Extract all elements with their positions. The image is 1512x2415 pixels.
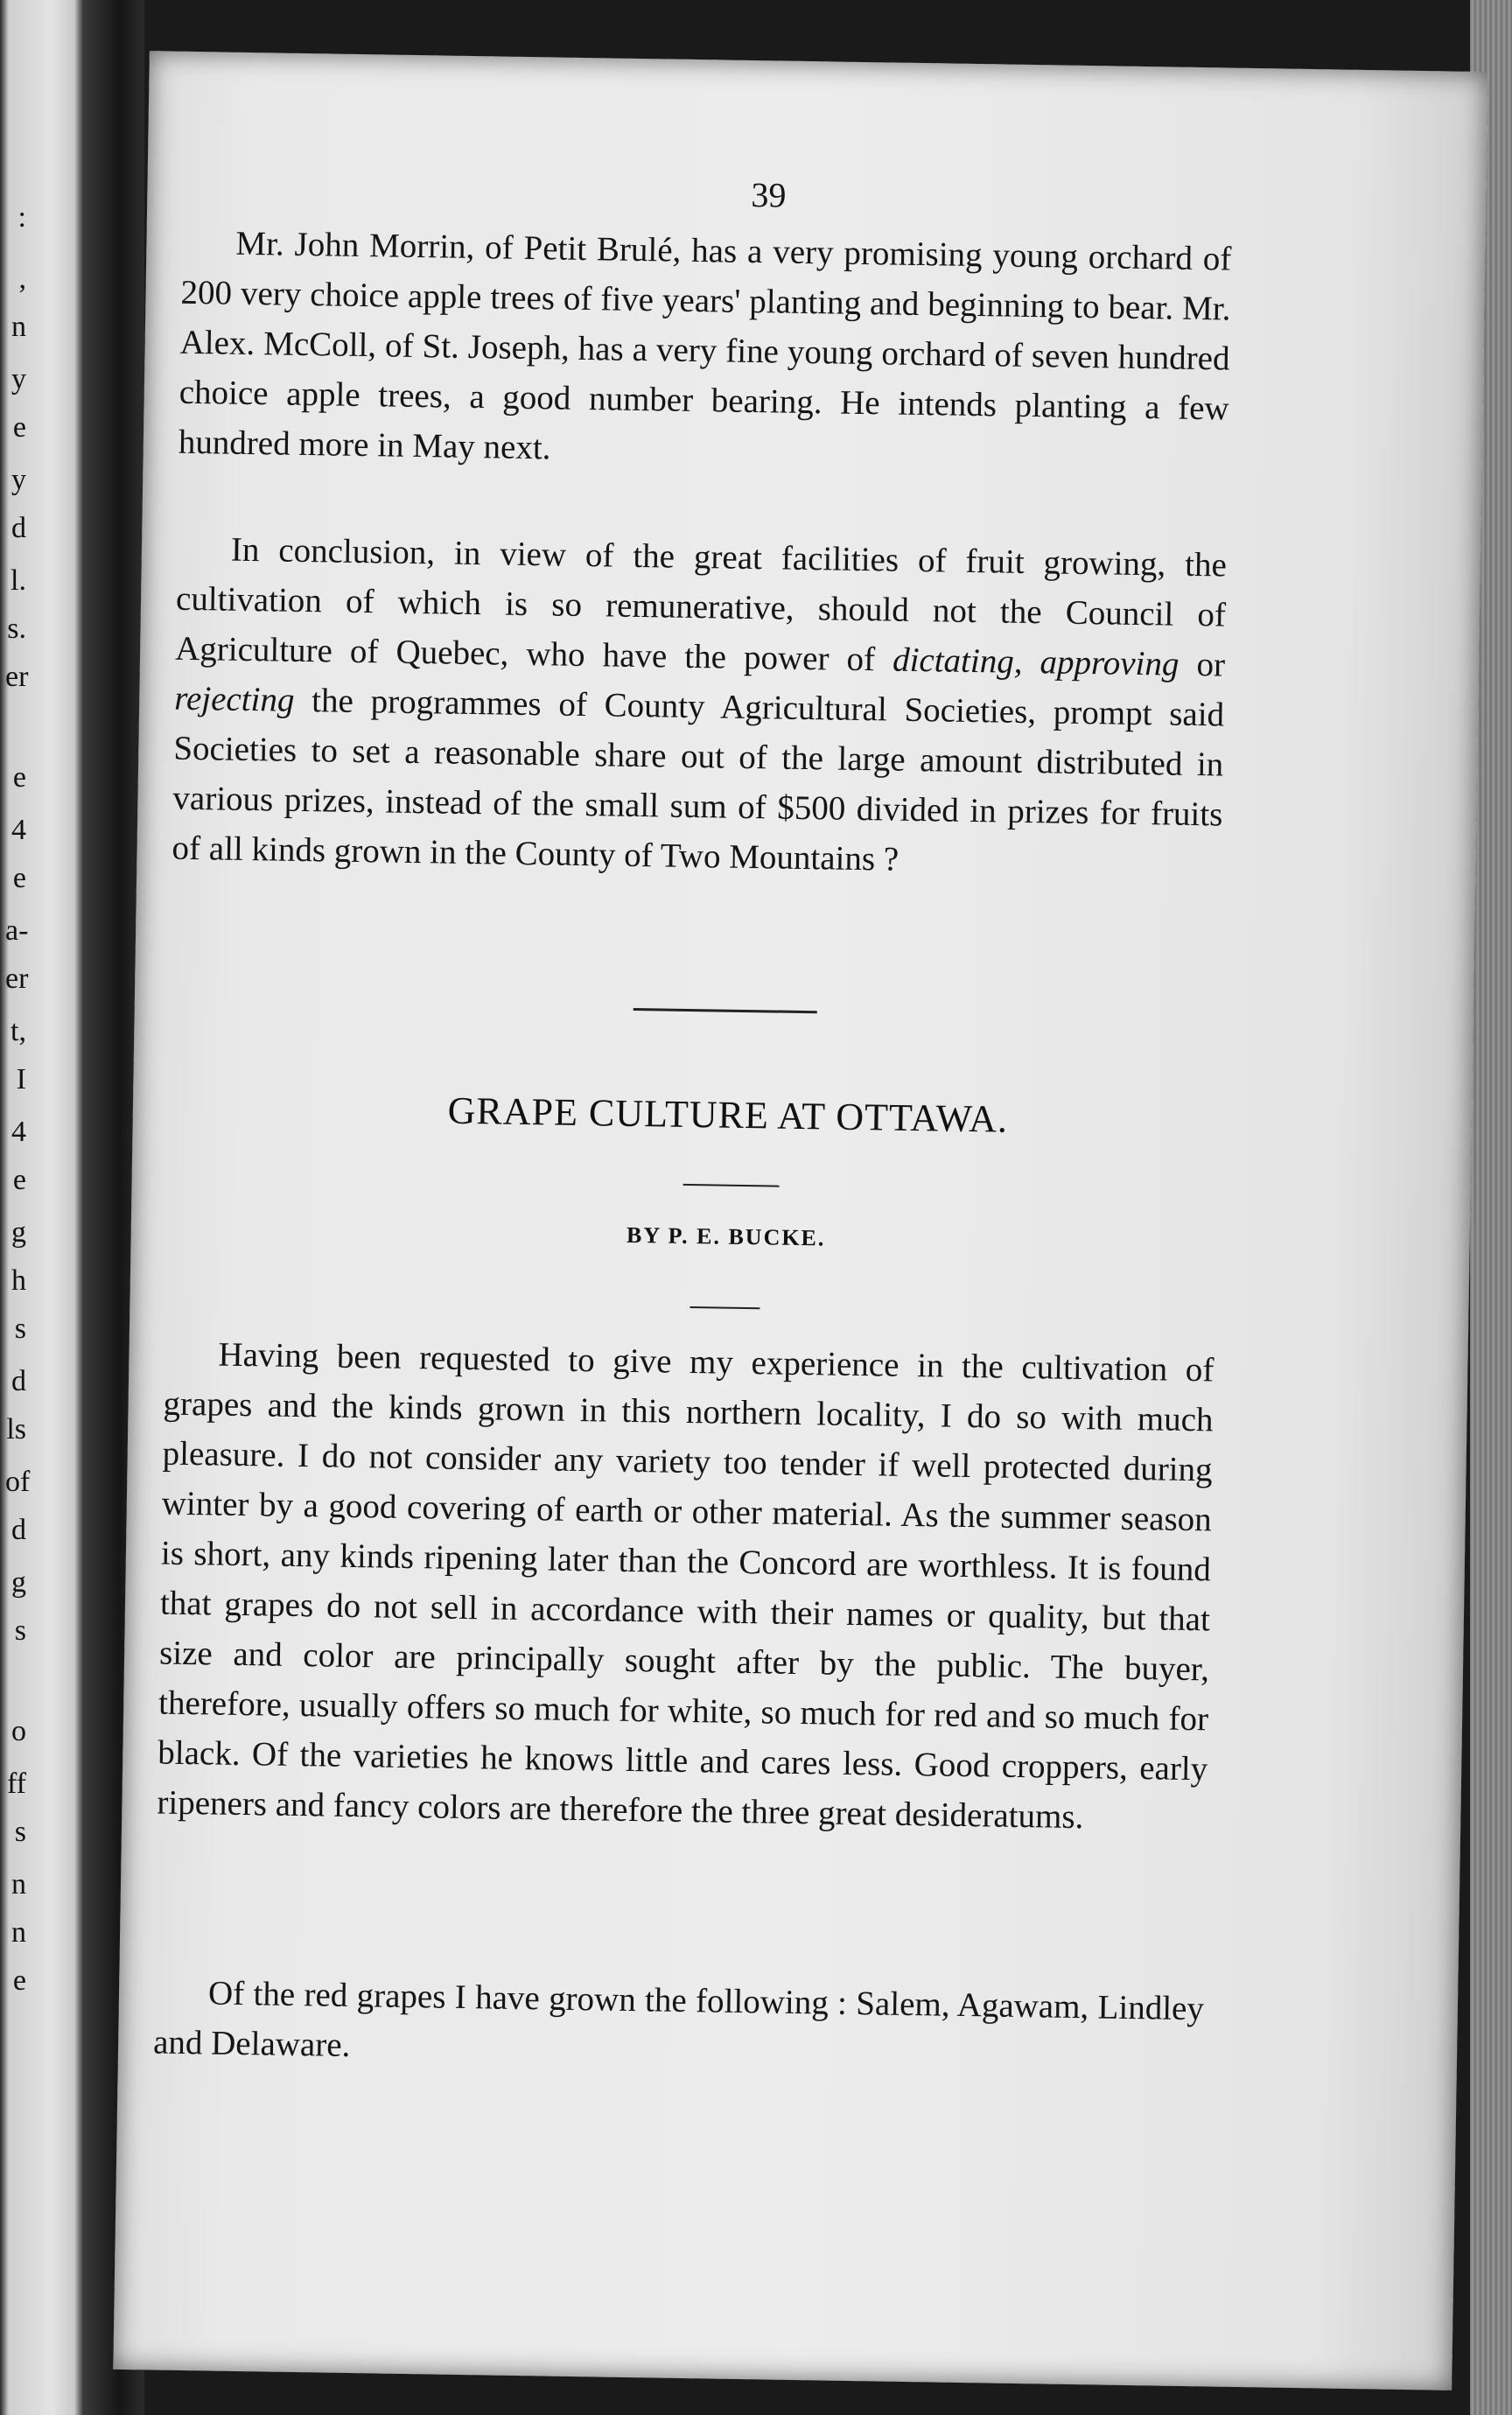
italic-dictating: dictating,: [892, 640, 1023, 681]
facing-page-text-fragment: d: [11, 1514, 26, 1546]
facing-page-text-fragment: y: [11, 363, 26, 396]
section-divider: [634, 1008, 817, 1013]
paragraph-text: Of the red grapes I have grown the following : Salem, Agawam, Lindley and Delaware.: [152, 1974, 1205, 2065]
facing-page-text-fragment: ff: [6, 1768, 26, 1800]
page-number: 39: [751, 174, 787, 215]
book-page: [113, 51, 1488, 2390]
facing-page-text-fragment: n: [11, 1916, 26, 1949]
paragraph-text: Having been requested to give my experience in the cultivation of grapes and the kinds grown in this northern locality, I do so with much pleasure. I do not consider any variety too tender if well protected during winter by a good covering of earth or other material. As the summer season is short, any kinds ripening later than the Concord are worthless. It is found that grapes do not sell in accordance with their names or quality, but that size and color are principally sought after by the public. The buyer, therefore, usually offers so much for white, so much for red and so much for black. Of the varieties he knows little and cares less. Good croppers, early ripeners and fancy colors are therefore the three great desideratums.: [157, 1335, 1214, 1837]
facing-page-text-fragment: g: [11, 1216, 26, 1249]
facing-page-text-fragment: n: [11, 311, 26, 343]
paragraph-conclusion: [172, 524, 1227, 890]
facing-page-text-fragment: ls: [6, 1413, 26, 1446]
italic-rejecting: rejecting: [173, 679, 295, 719]
paragraph-orchards: [178, 218, 1231, 484]
facing-page-text-fragment: l.: [10, 564, 26, 597]
facing-page-text-fragment: er: [5, 962, 29, 995]
facing-page-text-fragment: s.: [7, 612, 26, 645]
facing-page-text-fragment: 4: [11, 814, 26, 846]
facing-page-text-fragment: e: [12, 1964, 26, 1997]
facing-page-text-fragment: :: [18, 201, 26, 234]
facing-page-text-fragment: er: [5, 661, 29, 693]
facing-page-text-fragment: d: [11, 512, 26, 544]
facing-page-strip: [0, 0, 83, 2415]
paragraph-text: [172, 524, 1227, 890]
facing-page-text-fragment: ,: [18, 262, 26, 295]
paragraph-text: Mr. John Morrin, of Petit Brulé, has a very promising young orchard of 200 very choice apple trees of five years' planting and beginning to bear. Mr. Alex. McColl, of St. Joseph, has a very fine young orchard of seven hundred choice apple trees, a good number bearing. He intends planting a few hundred more in May next.: [178, 224, 1232, 467]
facing-page-text-fragment: t,: [10, 1015, 26, 1047]
text-run: the programmes of County Agricultural Societies, prompt said Societies to set a reasonable share out of the large amount distributed in various prizes, instead of the small sum of $500 divided in prizes for fruits of all kinds grown in the County of Two Mountains ?: [172, 681, 1225, 878]
byline-underline: [690, 1306, 760, 1309]
facing-page-text-fragment: e: [12, 862, 26, 894]
facing-page-text-fragment: o: [11, 1715, 26, 1747]
facing-page-text-fragment: d: [11, 1365, 26, 1397]
facing-page-text-fragment: e: [12, 761, 26, 794]
article-byline: BY P. E. BUCKE.: [626, 1222, 826, 1251]
text-run: or: [1179, 645, 1226, 684]
paragraph-red-grapes: [153, 1968, 1205, 2084]
facing-page-text-fragment: s: [14, 1816, 26, 1848]
facing-page-text-fragment: e: [12, 411, 26, 444]
facing-page-text-fragment: y: [11, 464, 26, 496]
italic-approving: approving: [1040, 643, 1180, 683]
facing-page-text-fragment: I: [16, 1063, 26, 1096]
facing-page-text-fragment: g: [11, 1566, 26, 1599]
text-run: In conclusion, in view of the great facilities of fruit growing, the cultivation of which is so remunerative, should not the Council of Agriculture of Quebec, who have the power of: [174, 530, 1228, 679]
facing-page-text-fragment: 4: [11, 1116, 26, 1148]
article-heading: GRAPE CULTURE AT OTTAWA.: [447, 1088, 1009, 1141]
facing-page-text-fragment: e: [12, 1164, 26, 1196]
facing-page-text-fragment: n: [11, 1868, 26, 1900]
facing-page-text-fragment: s: [14, 1312, 26, 1345]
heading-underline: [683, 1184, 780, 1187]
facing-page-text-fragment: s: [14, 1614, 26, 1647]
paragraph-experience: [157, 1329, 1214, 1844]
facing-page-text-fragment: of: [5, 1466, 31, 1498]
facing-page-text-fragment: h: [11, 1264, 26, 1297]
facing-page-text-fragment: a-: [5, 914, 29, 947]
